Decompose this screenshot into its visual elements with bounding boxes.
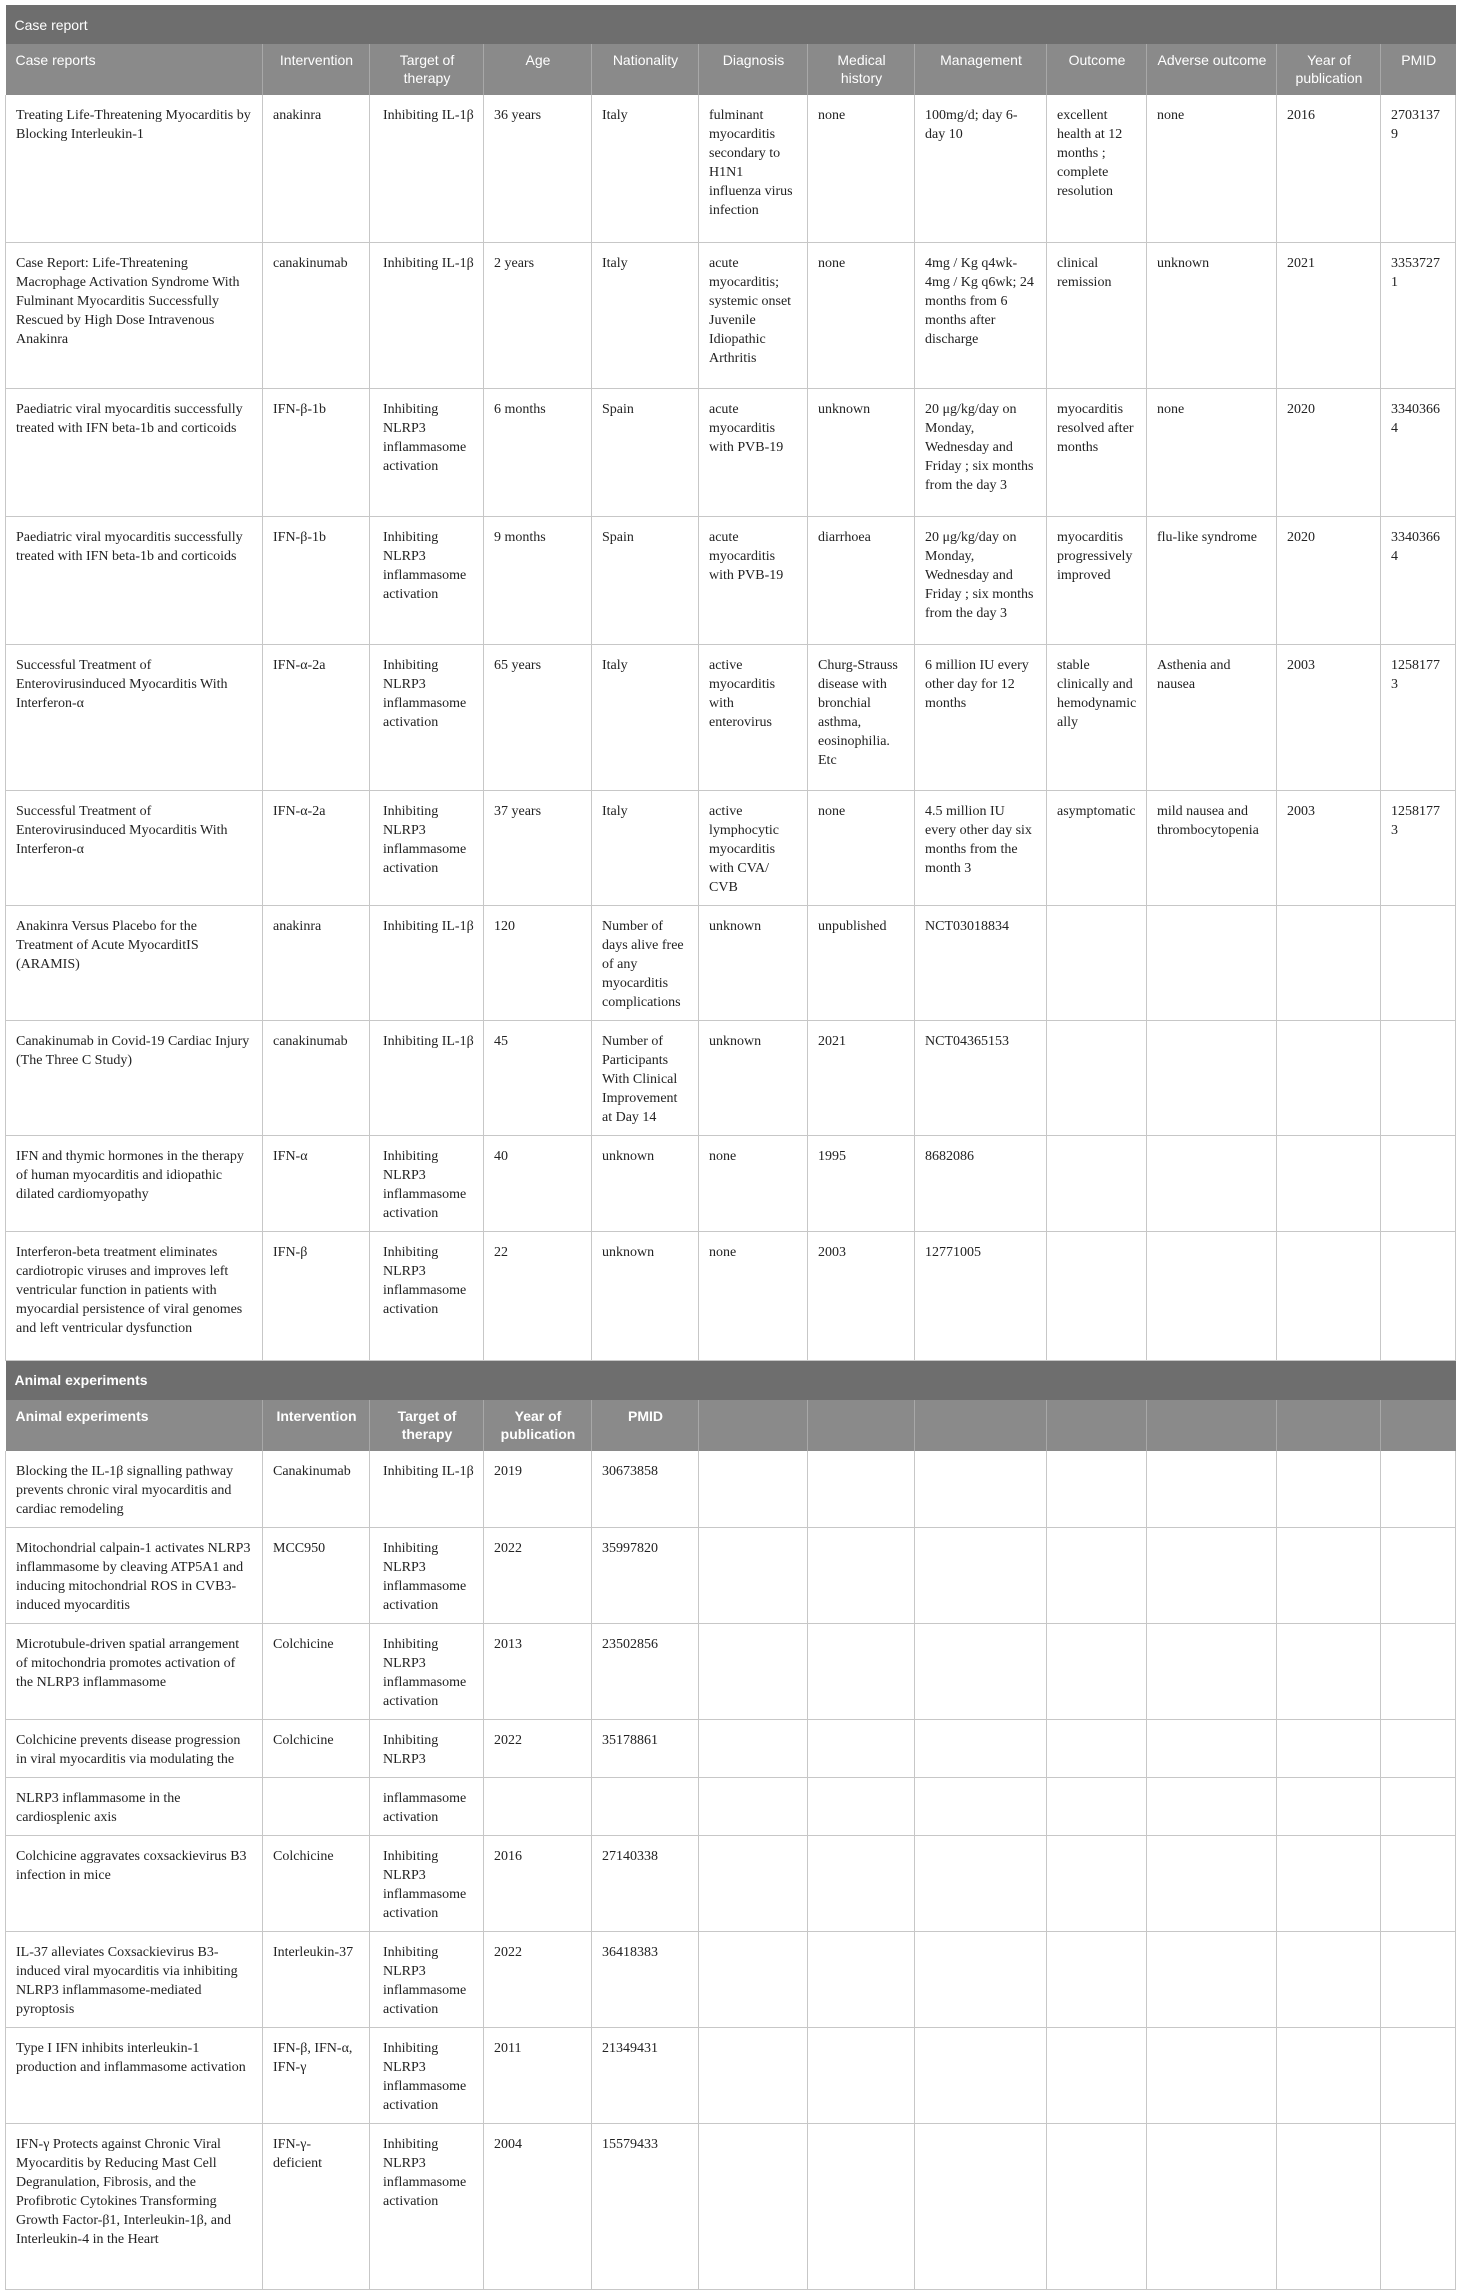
table-cell: 2004	[484, 2123, 592, 2289]
table-cell: 2020	[1277, 516, 1381, 644]
table-cell	[1147, 1777, 1277, 1835]
table-cell	[699, 1451, 808, 1528]
table-cell	[1047, 2027, 1147, 2123]
column-header	[1047, 1400, 1147, 1451]
table-cell	[1147, 1835, 1277, 1931]
table-cell: Inhibiting NLRP3 inflammasome activation	[370, 644, 484, 790]
table-cell	[1147, 2027, 1277, 2123]
table-row	[6, 1527, 1456, 1623]
table-cell: IFN-γ Protects against Chronic Viral Myocarditis by Reducing Mast Cell Degranulation, Fibrosis, and the Profibrotic Cytokines Transforming Growth Factor-β1, Interleukin-1β, and Interleukin-4 in the Heart	[6, 2123, 263, 2289]
table-cell	[1381, 2027, 1456, 2123]
table-cell: 37 years	[484, 790, 592, 905]
table-cell: Inhibiting NLRP3 inflammasome activation	[370, 1135, 484, 1231]
table-cell: IFN and thymic hormones in the therapy of human myocarditis and idiopathic dilated cardiomyopathy	[6, 1135, 263, 1231]
table-cell	[808, 1527, 915, 1623]
table-cell	[808, 1451, 915, 1528]
table-cell: acute myocarditis with PVB-19	[699, 516, 808, 644]
table-cell: 8682086	[915, 1135, 1047, 1231]
table-cell: 45	[484, 1020, 592, 1135]
column-header: Diagnosis	[699, 44, 808, 95]
table-cell: 2022	[484, 1527, 592, 1623]
table-cell	[699, 1931, 808, 2027]
table-cell: diarrhoea	[808, 516, 915, 644]
table-cell: 6 months	[484, 388, 592, 516]
table-row	[6, 905, 1456, 1020]
table-cell: 2011	[484, 2027, 592, 2123]
table-cell: fulminant myocarditis secondary to H1N1 influenza virus infection	[699, 95, 808, 242]
table-cell: 2003	[1277, 790, 1381, 905]
column-header: Intervention	[263, 44, 370, 95]
table-cell: 6 million IU every other day for 12 months	[915, 644, 1047, 790]
table-cell	[1147, 1719, 1277, 1777]
table-cell: 100mg/d; day 6-day 10	[915, 95, 1047, 242]
table-cell	[1381, 2123, 1456, 2289]
table-cell: acute myocarditis with PVB-19	[699, 388, 808, 516]
table-cell: 9 months	[484, 516, 592, 644]
table-row	[6, 1777, 1456, 1835]
table-cell	[1381, 1231, 1456, 1360]
table-cell: 12581773	[1381, 644, 1456, 790]
column-header: Target of therapy	[370, 1400, 484, 1451]
table-row	[6, 2027, 1456, 2123]
table-cell: unknown	[1147, 242, 1277, 388]
table-cell: inflammasome activation	[370, 1777, 484, 1835]
table-cell: Type I IFN inhibits interleukin-1 production and inflammasome activation	[6, 2027, 263, 2123]
table-cell: Successful Treatment of Enterovirusinduced Myocarditis With Interferon-α	[6, 644, 263, 790]
table-cell: canakinumab	[263, 242, 370, 388]
table-cell	[1047, 1020, 1147, 1135]
table-cell: 2016	[484, 1835, 592, 1931]
table-cell: Italy	[592, 790, 699, 905]
table-cell	[915, 1931, 1047, 2027]
table-cell: none	[699, 1231, 808, 1360]
table-cell	[1047, 1719, 1147, 1777]
table-cell: 35178861	[592, 1719, 699, 1777]
therapy-table	[5, 5, 1456, 2290]
table-row	[6, 388, 1456, 516]
table-cell	[1381, 1931, 1456, 2027]
table-cell: 33537271	[1381, 242, 1456, 388]
table-cell: none	[699, 1135, 808, 1231]
table-cell: Colchicine prevents disease progression in viral myocarditis via modulating the	[6, 1719, 263, 1777]
table-cell: IFN-α-2a	[263, 644, 370, 790]
table-cell	[1047, 1231, 1147, 1360]
table-cell: IFN-β, IFN-α, IFN-γ	[263, 2027, 370, 2123]
table-cell: 36418383	[592, 1931, 699, 2027]
table-cell: 2021	[808, 1020, 915, 1135]
column-header	[915, 1400, 1047, 1451]
column-header: Outcome	[1047, 44, 1147, 95]
table-row	[6, 2123, 1456, 2289]
table-cell: Inhibiting NLRP3 inflammasome activation	[370, 1527, 484, 1623]
table-cell	[1047, 1777, 1147, 1835]
table-row	[6, 1835, 1456, 1931]
table-cell: 40	[484, 1135, 592, 1231]
table-cell	[699, 2027, 808, 2123]
table-cell: 22	[484, 1231, 592, 1360]
table-cell: IL-37 alleviates Coxsackievirus B3-induced viral myocarditis via inhibiting NLRP3 inflammasome-mediated pyroptosis	[6, 1931, 263, 2027]
table-cell: 2003	[1277, 644, 1381, 790]
table-cell	[1277, 905, 1381, 1020]
animal-section-title: Animal experiments	[6, 1360, 1456, 1400]
table-cell	[1381, 1135, 1456, 1231]
table-cell: Inhibiting IL-1β	[370, 1451, 484, 1528]
table-cell: Italy	[592, 95, 699, 242]
table-cell	[1047, 1835, 1147, 1931]
table-cell	[699, 1835, 808, 1931]
table-cell	[808, 1623, 915, 1719]
table-cell: 30673858	[592, 1451, 699, 1528]
table-cell	[1381, 1623, 1456, 1719]
table-cell: 33403664	[1381, 388, 1456, 516]
table-row	[6, 1451, 1456, 1528]
table-cell: anakinra	[263, 905, 370, 1020]
table-cell	[808, 1719, 915, 1777]
table-cell: 2020	[1277, 388, 1381, 516]
table-cell	[1147, 1623, 1277, 1719]
table-cell	[808, 1835, 915, 1931]
column-header: Medical history	[808, 44, 915, 95]
table-row	[6, 1931, 1456, 2027]
table-cell: 15579433	[592, 2123, 699, 2289]
table-cell: anakinra	[263, 95, 370, 242]
table-cell: Number of days alive free of any myocarditis complications	[592, 905, 699, 1020]
table-cell: canakinumab	[263, 1020, 370, 1135]
column-header: Target of therapy	[370, 44, 484, 95]
table-row	[6, 95, 1456, 242]
table-cell	[1277, 2027, 1381, 2123]
table-cell: Anakinra Versus Placebo for the Treatment of Acute MyocarditIS (ARAMIS)	[6, 905, 263, 1020]
table-cell	[915, 1451, 1047, 1528]
table-cell	[1277, 1931, 1381, 2027]
table-cell: Inhibiting NLRP3 inflammasome activation	[370, 1931, 484, 2027]
case-section-title-row	[6, 5, 1456, 44]
table-cell	[699, 1719, 808, 1777]
table-cell	[1147, 1135, 1277, 1231]
table-cell	[1277, 1451, 1381, 1528]
table-cell: Interleukin-37	[263, 1931, 370, 2027]
table-cell: mild nausea and thrombocytopenia	[1147, 790, 1277, 905]
column-header: Adverse outcome	[1147, 44, 1277, 95]
column-header: Nationality	[592, 44, 699, 95]
table-cell: none	[808, 95, 915, 242]
table-cell	[1147, 1931, 1277, 2027]
table-row	[6, 242, 1456, 388]
table-cell: Microtubule-driven spatial arrangement of mitochondria promotes activation of the NLRP3 inflammasome	[6, 1623, 263, 1719]
table-cell: Spain	[592, 516, 699, 644]
table-cell: 2013	[484, 1623, 592, 1719]
table-cell: Mitochondrial calpain-1 activates NLRP3 inflammasome by cleaving ATP5A1 and inducing mitochondrial ROS in CVB3-induced myocarditis	[6, 1527, 263, 1623]
table-cell: 2022	[484, 1931, 592, 2027]
table-cell: active lymphocytic myocarditis with CVA/ CVB	[699, 790, 808, 905]
table-cell: Paediatric viral myocarditis successfully treated with IFN beta-1b and corticoids	[6, 388, 263, 516]
table-cell: IFN-α	[263, 1135, 370, 1231]
table-cell: Paediatric viral myocarditis successfully treated with IFN beta-1b and corticoids	[6, 516, 263, 644]
table-cell	[1277, 1719, 1381, 1777]
table-cell: flu-like syndrome	[1147, 516, 1277, 644]
column-header	[1147, 1400, 1277, 1451]
table-cell: IFN-β-1b	[263, 388, 370, 516]
table-cell	[1147, 1527, 1277, 1623]
table-cell: Canakinumab	[263, 1451, 370, 1528]
column-header: Year of publication	[1277, 44, 1381, 95]
table-cell	[699, 2123, 808, 2289]
animal-section-title-row	[6, 1360, 1456, 1400]
table-cell: myocarditis resolved after months	[1047, 388, 1147, 516]
table-cell: 23502856	[592, 1623, 699, 1719]
column-header	[1381, 1400, 1456, 1451]
table-cell	[699, 1527, 808, 1623]
table-cell	[1147, 905, 1277, 1020]
column-header: Case reports	[6, 44, 263, 95]
table-cell	[915, 1835, 1047, 1931]
table-cell: Inhibiting NLRP3 inflammasome activation	[370, 790, 484, 905]
table-cell: unknown	[699, 1020, 808, 1135]
table-cell	[1047, 1931, 1147, 2027]
table-cell: 2003	[808, 1231, 915, 1360]
table-cell	[808, 2027, 915, 2123]
table-cell: 27140338	[592, 1835, 699, 1931]
column-header	[1277, 1400, 1381, 1451]
table-cell: 2 years	[484, 242, 592, 388]
table-cell	[1277, 1777, 1381, 1835]
table-cell: excellent health at 12 months ; complete resolution	[1047, 95, 1147, 242]
table-cell: unknown	[699, 905, 808, 1020]
table-cell: Interferon-beta treatment eliminates cardiotropic viruses and improves left ventricular function in patients with myocardial persistence of viral genomes and left ventricular dysfunction	[6, 1231, 263, 1360]
table-row	[6, 790, 1456, 905]
table-cell: Inhibiting NLRP3 inflammasome activation	[370, 1231, 484, 1360]
table-cell	[484, 1777, 592, 1835]
table-cell	[699, 1623, 808, 1719]
table-cell	[1381, 1527, 1456, 1623]
table-row	[6, 1231, 1456, 1360]
table-cell	[592, 1777, 699, 1835]
table-cell: Inhibiting NLRP3 inflammasome activation	[370, 2123, 484, 2289]
column-header: Management	[915, 44, 1047, 95]
table-cell: NCT03018834	[915, 905, 1047, 1020]
column-header: PMID	[592, 1400, 699, 1451]
table-cell: 20 μg/kg/day on Monday, Wednesday and Friday ; six months from the day 3	[915, 388, 1047, 516]
table-cell	[1047, 1451, 1147, 1528]
column-header	[808, 1400, 915, 1451]
table-cell: none	[808, 790, 915, 905]
table-cell	[915, 2027, 1047, 2123]
table-cell	[1277, 2123, 1381, 2289]
table-cell: Inhibiting IL-1β	[370, 905, 484, 1020]
table-cell: 27031379	[1381, 95, 1456, 242]
table-cell	[1277, 1020, 1381, 1135]
table-cell: Inhibiting NLRP3 inflammasome activation	[370, 1623, 484, 1719]
table-cell: Inhibiting NLRP3 inflammasome activation	[370, 1835, 484, 1931]
table-cell: myocarditis progressively improved	[1047, 516, 1147, 644]
table-cell	[1277, 1231, 1381, 1360]
table-cell	[1381, 1777, 1456, 1835]
table-cell: 4.5 million IU every other day six months from the month 3	[915, 790, 1047, 905]
column-header: Year of publication	[484, 1400, 592, 1451]
table-cell: 2022	[484, 1719, 592, 1777]
table-cell: Asthenia and nausea	[1147, 644, 1277, 790]
table-cell: unpublished	[808, 905, 915, 1020]
table-cell: MCC950	[263, 1527, 370, 1623]
table-cell: Case Report: Life-Threatening Macrophage Activation Syndrome With Fulminant Myocarditis Successfully Rescued by High Dose Intravenous Anakinra	[6, 242, 263, 388]
table-cell: unknown	[592, 1231, 699, 1360]
case-section-title: Case report	[6, 5, 1456, 44]
table-cell	[808, 1777, 915, 1835]
table-cell: 4mg / Kg q4wk-4mg / Kg q6wk; 24 months from 6 months after discharge	[915, 242, 1047, 388]
table-cell: Number of Participants With Clinical Improvement at Day 14	[592, 1020, 699, 1135]
table-cell	[915, 1623, 1047, 1719]
table-cell: 12581773	[1381, 790, 1456, 905]
table-cell: 2019	[484, 1451, 592, 1528]
table-cell	[808, 2123, 915, 2289]
table-cell: Canakinumab in Covid-19 Cardiac Injury (The Three C Study)	[6, 1020, 263, 1135]
table-cell	[1047, 1527, 1147, 1623]
table-cell: none	[808, 242, 915, 388]
table-cell: IFN-γ-deficient	[263, 2123, 370, 2289]
table-cell: active myocarditis with enterovirus	[699, 644, 808, 790]
table-cell	[1381, 1451, 1456, 1528]
table-cell	[1147, 2123, 1277, 2289]
table-cell: Spain	[592, 388, 699, 516]
table-row	[6, 1020, 1456, 1135]
table-cell: Inhibiting NLRP3	[370, 1719, 484, 1777]
table-cell	[263, 1777, 370, 1835]
table-cell: stable clinically and hemodynamically	[1047, 644, 1147, 790]
table-row	[6, 1135, 1456, 1231]
table-cell	[1277, 1527, 1381, 1623]
table-cell: none	[1147, 95, 1277, 242]
table-cell: Inhibiting NLRP3 inflammasome activation	[370, 516, 484, 644]
table-cell	[1047, 1623, 1147, 1719]
table-row	[6, 516, 1456, 644]
table-cell: Colchicine aggravates coxsackievirus B3 infection in mice	[6, 1835, 263, 1931]
table-cell: clinical remission	[1047, 242, 1147, 388]
table-wrapper	[5, 5, 1455, 2290]
table-cell: Inhibiting NLRP3 inflammasome activation	[370, 2027, 484, 2123]
table-cell: 120	[484, 905, 592, 1020]
table-cell	[1381, 1719, 1456, 1777]
table-cell: Churg-Strauss disease with bronchial asthma, eosinophilia. Etc	[808, 644, 915, 790]
table-cell	[1277, 1135, 1381, 1231]
column-header: PMID	[1381, 44, 1456, 95]
table-cell: Inhibiting IL-1β	[370, 1020, 484, 1135]
table-cell	[1047, 2123, 1147, 2289]
table-cell: Inhibiting IL-1β	[370, 242, 484, 388]
table-cell: acute myocarditis; systemic onset Juvenile Idiopathic Arthritis	[699, 242, 808, 388]
table-cell	[915, 1527, 1047, 1623]
table-cell: Blocking the IL-1β signalling pathway prevents chronic viral myocarditis and cardiac remodeling	[6, 1451, 263, 1528]
table-cell: Treating Life-Threatening Myocarditis by Blocking Interleukin-1	[6, 95, 263, 242]
table-row	[6, 644, 1456, 790]
column-header	[699, 1400, 808, 1451]
table-cell	[1277, 1835, 1381, 1931]
table-cell: Italy	[592, 644, 699, 790]
table-cell: 12771005	[915, 1231, 1047, 1360]
table-cell: 33403664	[1381, 516, 1456, 644]
table-cell: Inhibiting IL-1β	[370, 95, 484, 242]
table-cell	[1381, 1020, 1456, 1135]
table-cell: unknown	[808, 388, 915, 516]
table-cell	[1381, 1835, 1456, 1931]
table-cell: IFN-α-2a	[263, 790, 370, 905]
table-cell	[1277, 1623, 1381, 1719]
case-header-row	[6, 44, 1456, 95]
table-cell	[915, 1777, 1047, 1835]
table-cell: asymptomatic	[1047, 790, 1147, 905]
table-cell	[915, 2123, 1047, 2289]
table-cell: Colchicine	[263, 1835, 370, 1931]
table-cell: 36 years	[484, 95, 592, 242]
table-cell: Successful Treatment of Enterovirusinduced Myocarditis With Interferon-α	[6, 790, 263, 905]
table-cell	[808, 1931, 915, 2027]
column-header: Intervention	[263, 1400, 370, 1451]
table-cell: Italy	[592, 242, 699, 388]
table-cell: 21349431	[592, 2027, 699, 2123]
column-header: Animal experiments	[6, 1400, 263, 1451]
table-cell: NLRP3 inflammasome in the cardiosplenic axis	[6, 1777, 263, 1835]
table-row	[6, 1719, 1456, 1777]
table-cell: none	[1147, 388, 1277, 516]
table-cell	[1147, 1451, 1277, 1528]
table-cell: Colchicine	[263, 1623, 370, 1719]
table-cell: 65 years	[484, 644, 592, 790]
table-cell	[1047, 1135, 1147, 1231]
table-cell: IFN-β-1b	[263, 516, 370, 644]
table-cell: Colchicine	[263, 1719, 370, 1777]
table-cell	[1147, 1020, 1277, 1135]
table-cell: IFN-β	[263, 1231, 370, 1360]
table-cell: 1995	[808, 1135, 915, 1231]
table-cell	[1047, 905, 1147, 1020]
table-cell	[1147, 1231, 1277, 1360]
table-cell	[915, 1719, 1047, 1777]
table-cell: 20 μg/kg/day on Monday, Wednesday and Friday ; six months from the day 3	[915, 516, 1047, 644]
table-row	[6, 1623, 1456, 1719]
column-header: Age	[484, 44, 592, 95]
table-cell: Inhibiting NLRP3 inflammasome activation	[370, 388, 484, 516]
table-cell: NCT04365153	[915, 1020, 1047, 1135]
table-cell: 35997820	[592, 1527, 699, 1623]
table-cell: unknown	[592, 1135, 699, 1231]
table-cell: 2021	[1277, 242, 1381, 388]
animal-header-row	[6, 1400, 1456, 1451]
table-cell	[699, 1777, 808, 1835]
table-cell	[1381, 905, 1456, 1020]
table-cell: 2016	[1277, 95, 1381, 242]
